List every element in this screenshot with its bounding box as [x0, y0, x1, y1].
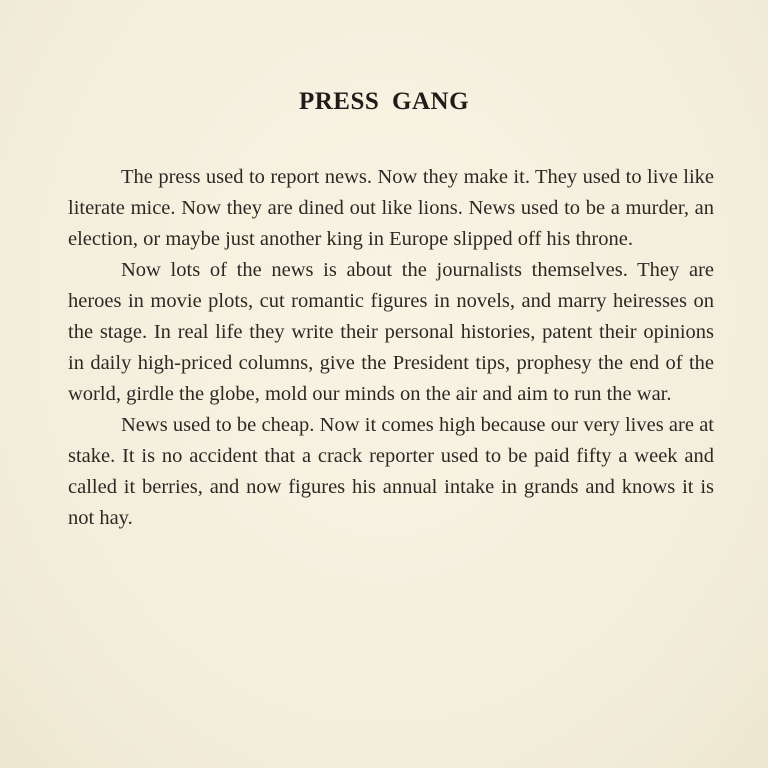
body-text — [68, 162, 714, 534]
paragraph-2: Now lots of the news is about the journalists themselves. They are heroes in movie plots, cut romantic figures in novels, and marry heiresses on the stage. In real life they write their personal histories, patent their opinions in daily high-priced columns, give the President tips, prophesy the end of the world, girdle the globe, mold our minds on the air and aim to run the war. — [68, 259, 714, 405]
paragraph-3: News used to be cheap. Now it comes high because our very lives are at stake. It is no accident that a crack reporter used to be paid fifty a week and called it berries, and now figures his annual intake in grands and knows it is not hay. — [68, 414, 714, 529]
page-title: PRESS GANG — [298, 88, 470, 115]
paragraph-1: The press used to report news. Now they make it. They used to live like literate mice. Now they are dined out like lions. News used to be a murder, an election, or maybe just another king in Europe slipped off his throne. — [68, 166, 714, 250]
